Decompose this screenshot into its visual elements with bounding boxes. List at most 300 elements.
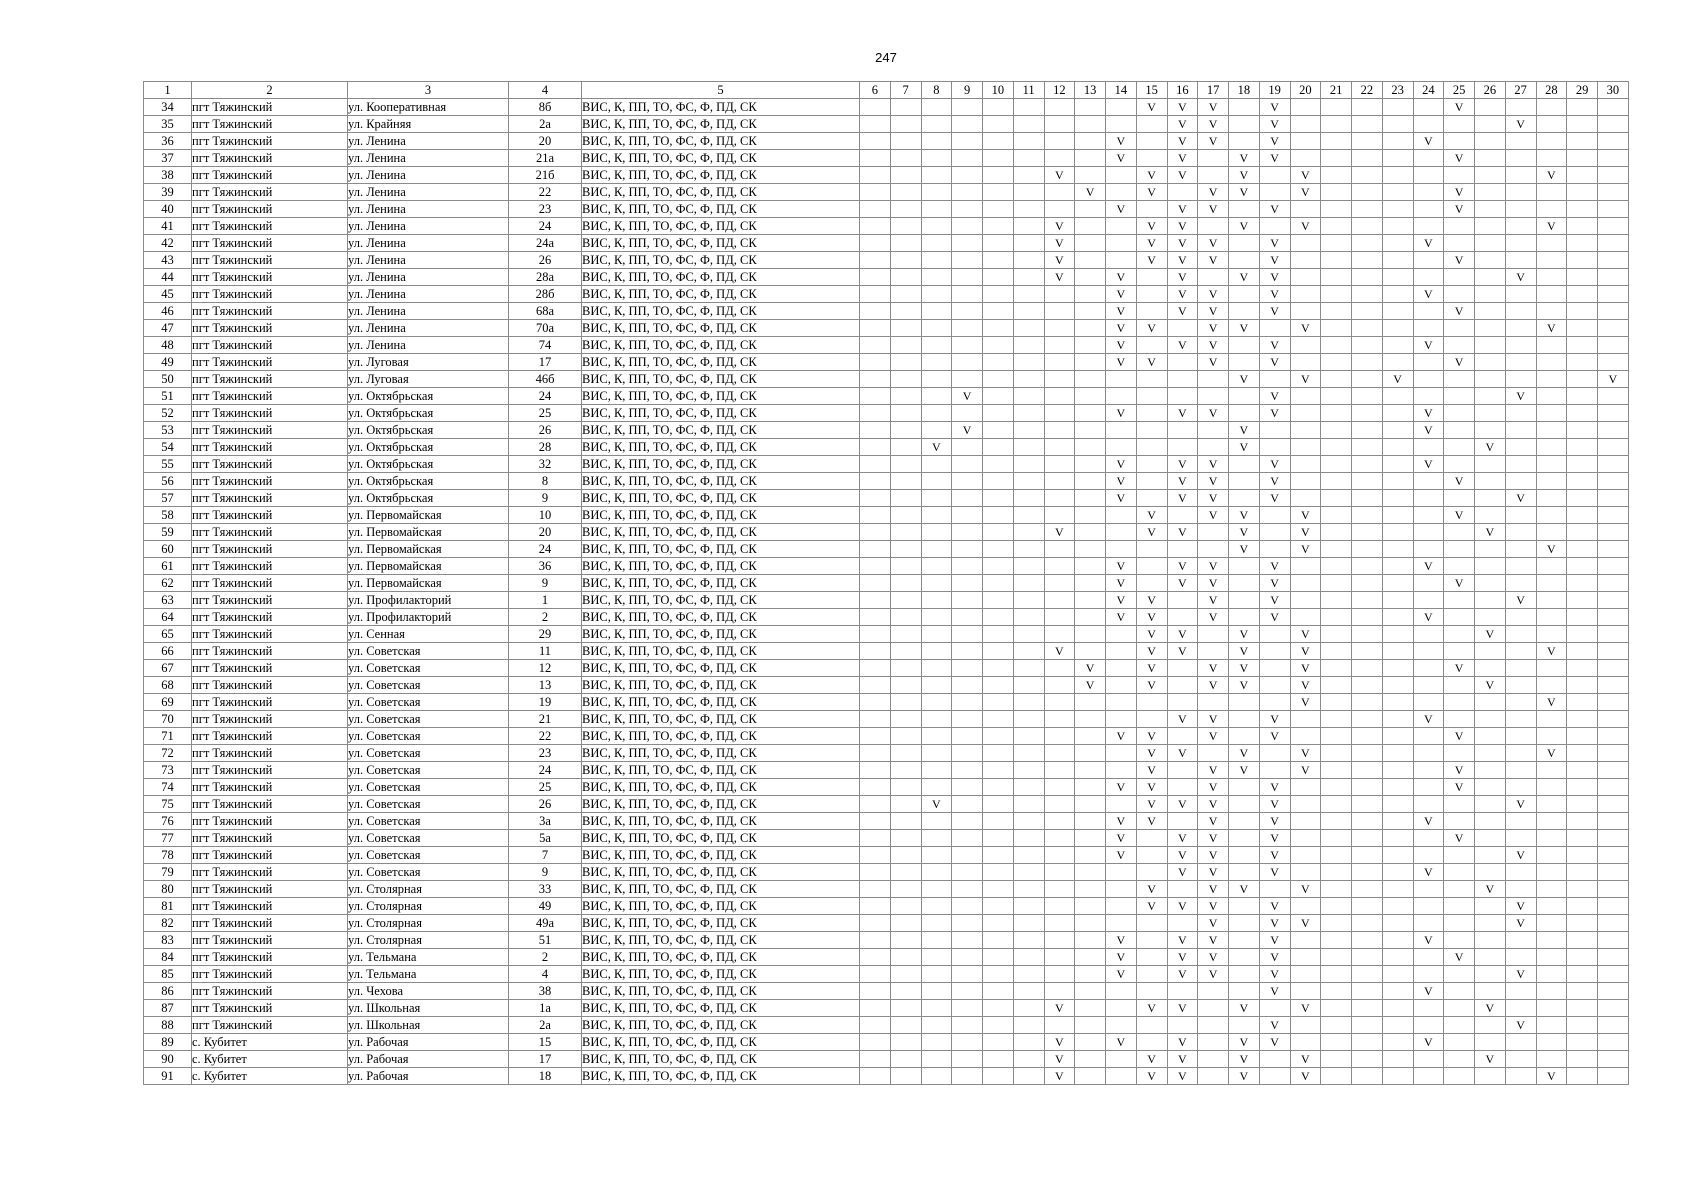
mark-cell [1567,167,1598,184]
settlement-cell: пгт Тяжинский [192,286,348,303]
house-number-cell: 22 [509,728,582,745]
mark-cell [1106,388,1137,405]
mark-cell [1536,558,1567,575]
mark-cell [1229,388,1260,405]
mark-cell [1044,728,1075,745]
column-header-25: 25 [1444,82,1475,99]
mark-cell [860,490,891,507]
check-mark: V [1259,201,1290,218]
mark-cell [1013,915,1044,932]
mark-cell [952,677,983,694]
mark-cell [1536,1000,1567,1017]
house-number-cell: 24 [509,541,582,558]
check-mark: V [1075,660,1106,677]
mark-cell [1382,422,1413,439]
check-mark: V [1106,575,1137,592]
mark-cell [1475,1034,1506,1051]
mark-cell [1106,252,1137,269]
mark-cell [1136,337,1167,354]
check-mark: V [1259,456,1290,473]
settlement-cell: пгт Тяжинский [192,983,348,1000]
mark-cell [1013,320,1044,337]
check-mark: V [1505,269,1536,286]
mark-cell [1075,388,1106,405]
mark-cell [1567,626,1598,643]
mark-cell [952,541,983,558]
check-mark: V [1106,405,1137,422]
mark-cell [1352,303,1383,320]
row-number: 79 [144,864,192,881]
service-codes-cell: ВИС, К, ПП, ТО, ФС, Ф, ПД, СК [582,286,860,303]
check-mark: V [1167,558,1198,575]
mark-cell [1167,609,1198,626]
mark-cell [983,813,1014,830]
mark-cell [1382,439,1413,456]
check-mark: V [1198,660,1229,677]
mark-cell [1413,898,1444,915]
check-mark: V [1413,558,1444,575]
table-row [144,286,1629,303]
mark-cell [860,1034,891,1051]
row-number: 65 [144,626,192,643]
check-mark: V [1259,796,1290,813]
row-number: 38 [144,167,192,184]
mark-cell [1598,643,1629,660]
mark-cell [1444,966,1475,983]
check-mark: V [1413,456,1444,473]
house-number-cell: 28а [509,269,582,286]
check-mark: V [952,388,983,405]
mark-cell [921,405,952,422]
mark-cell [1044,320,1075,337]
check-mark: V [1198,575,1229,592]
mark-cell [1259,507,1290,524]
mark-cell [1598,184,1629,201]
mark-cell [983,541,1014,558]
mark-cell [1044,116,1075,133]
mark-cell [1136,473,1167,490]
mark-cell [1598,915,1629,932]
mark-cell [1321,1034,1352,1051]
mark-cell [921,592,952,609]
mark-cell [1167,541,1198,558]
house-number-cell: 26 [509,252,582,269]
street-cell: ул. Сенная [348,626,509,643]
check-mark: V [1444,949,1475,966]
mark-cell [1505,643,1536,660]
mark-cell [1475,133,1506,150]
mark-cell [1352,541,1383,558]
column-header-7: 7 [890,82,921,99]
mark-cell [1321,932,1352,949]
mark-cell [952,864,983,881]
check-mark: V [1198,201,1229,218]
mark-cell [1567,796,1598,813]
service-codes-cell: ВИС, К, ПП, ТО, ФС, Ф, ПД, СК [582,507,860,524]
mark-cell [1321,354,1352,371]
table-row [144,150,1629,167]
check-mark: V [1044,269,1075,286]
mark-cell [952,1051,983,1068]
house-number-cell: 32 [509,456,582,473]
check-mark: V [1106,473,1137,490]
mark-cell [1167,320,1198,337]
mark-cell [1044,337,1075,354]
mark-cell [1475,609,1506,626]
mark-cell [1290,711,1321,728]
table-row [144,1051,1629,1068]
mark-cell [890,796,921,813]
mark-cell [952,881,983,898]
mark-cell [1167,779,1198,796]
mark-cell [952,473,983,490]
mark-cell [1598,813,1629,830]
mark-cell [1536,473,1567,490]
mark-cell [860,1017,891,1034]
settlement-cell: пгт Тяжинский [192,864,348,881]
mark-cell [1013,796,1044,813]
mark-cell [1536,150,1567,167]
mark-cell [1259,660,1290,677]
mark-cell [1229,813,1260,830]
mark-cell [983,439,1014,456]
table-row [144,133,1629,150]
mark-cell [952,184,983,201]
mark-cell [1044,847,1075,864]
check-mark: V [1259,592,1290,609]
column-header-4: 4 [509,82,582,99]
mark-cell [1475,762,1506,779]
mark-cell [1444,388,1475,405]
house-number-cell: 13 [509,677,582,694]
mark-cell [1413,541,1444,558]
mark-cell [952,133,983,150]
mark-cell [1475,167,1506,184]
mark-cell [1598,864,1629,881]
service-codes-cell: ВИС, К, ПП, ТО, ФС, Ф, ПД, СК [582,422,860,439]
row-number: 76 [144,813,192,830]
mark-cell [1598,99,1629,116]
mark-cell [860,524,891,541]
mark-cell [983,711,1014,728]
settlement-cell: пгт Тяжинский [192,813,348,830]
mark-cell [1598,847,1629,864]
check-mark: V [1136,167,1167,184]
service-codes-cell: ВИС, К, ПП, ТО, ФС, Ф, ПД, СК [582,558,860,575]
table-row [144,252,1629,269]
mark-cell [983,592,1014,609]
mark-cell [1290,847,1321,864]
mark-cell [1475,779,1506,796]
table-row [144,694,1629,711]
mark-cell [1413,677,1444,694]
mark-cell [952,796,983,813]
mark-cell [1382,983,1413,1000]
check-mark: V [1259,473,1290,490]
house-number-cell: 9 [509,864,582,881]
mark-cell [1321,864,1352,881]
mark-cell [1598,388,1629,405]
mark-cell [1321,150,1352,167]
mark-cell [1352,626,1383,643]
table-row [144,541,1629,558]
mark-cell [1505,337,1536,354]
service-codes-cell: ВИС, К, ПП, ТО, ФС, Ф, ПД, СК [582,643,860,660]
mark-cell [921,915,952,932]
mark-cell [1229,405,1260,422]
mark-cell [1598,541,1629,558]
street-cell: ул. Школьная [348,1017,509,1034]
mark-cell [1106,507,1137,524]
mark-cell [1505,201,1536,218]
check-mark: V [1167,337,1198,354]
column-header-30: 30 [1598,82,1629,99]
mark-cell [1505,184,1536,201]
mark-cell [1413,1000,1444,1017]
check-mark: V [1167,1000,1198,1017]
check-mark: V [1136,1068,1167,1085]
mark-cell [1259,1000,1290,1017]
mark-cell [952,830,983,847]
column-number-header-row [144,82,1629,99]
mark-cell [1567,337,1598,354]
check-mark: V [1044,252,1075,269]
mark-cell [1536,932,1567,949]
mark-cell [1198,269,1229,286]
mark-cell [1106,643,1137,660]
mark-cell [983,983,1014,1000]
row-number: 34 [144,99,192,116]
row-number: 46 [144,303,192,320]
street-cell: ул. Профилакторий [348,609,509,626]
mark-cell [1075,541,1106,558]
mark-cell [952,694,983,711]
mark-cell [1229,116,1260,133]
check-mark: V [1505,490,1536,507]
mark-cell [1229,949,1260,966]
mark-cell [1598,796,1629,813]
mark-cell [1598,830,1629,847]
mark-cell [1352,184,1383,201]
mark-cell [1505,150,1536,167]
mark-cell [921,422,952,439]
mark-cell [860,881,891,898]
mark-cell [1475,269,1506,286]
mark-cell [1106,1068,1137,1085]
check-mark: V [1413,932,1444,949]
mark-cell [1044,796,1075,813]
mark-cell [1013,898,1044,915]
mark-cell [1413,745,1444,762]
mark-cell [860,286,891,303]
mark-cell [1044,898,1075,915]
mark-cell [1075,218,1106,235]
check-mark: V [1413,337,1444,354]
mark-cell [952,507,983,524]
mark-cell [1598,133,1629,150]
mark-cell [1444,422,1475,439]
mark-cell [1013,269,1044,286]
check-mark: V [1198,864,1229,881]
column-header-15: 15 [1136,82,1167,99]
mark-cell [1475,796,1506,813]
mark-cell [1075,405,1106,422]
mark-cell [1475,490,1506,507]
mark-cell [1259,320,1290,337]
house-number-cell: 17 [509,354,582,371]
mark-cell [1382,864,1413,881]
mark-cell [1198,626,1229,643]
house-number-cell: 21б [509,167,582,184]
service-codes-cell: ВИС, К, ПП, ТО, ФС, Ф, ПД, СК [582,898,860,915]
mark-cell [1598,490,1629,507]
mark-cell [1444,898,1475,915]
mark-cell [1505,524,1536,541]
mark-cell [1505,99,1536,116]
mark-cell [860,949,891,966]
mark-cell [1259,643,1290,660]
check-mark: V [1259,864,1290,881]
mark-cell [1259,541,1290,558]
service-codes-cell: ВИС, К, ПП, ТО, ФС, Ф, ПД, СК [582,830,860,847]
mark-cell [1013,1051,1044,1068]
table-row [144,218,1629,235]
mark-cell [1259,422,1290,439]
mark-cell [1536,354,1567,371]
table-row [144,779,1629,796]
mark-cell [1106,694,1137,711]
mark-cell [1475,320,1506,337]
mark-cell [890,779,921,796]
mark-cell [983,1017,1014,1034]
mark-cell [1075,252,1106,269]
mark-cell [1290,473,1321,490]
mark-cell [1567,813,1598,830]
settlement-cell: пгт Тяжинский [192,762,348,779]
mark-cell [1198,983,1229,1000]
mark-cell [1598,269,1629,286]
house-number-cell: 21а [509,150,582,167]
mark-cell [921,694,952,711]
mark-cell [1013,983,1044,1000]
mark-cell [1229,133,1260,150]
mark-cell [1044,694,1075,711]
mark-cell [983,286,1014,303]
mark-cell [1567,966,1598,983]
mark-cell [1567,252,1598,269]
mark-cell [1229,456,1260,473]
mark-cell [1413,626,1444,643]
row-number: 73 [144,762,192,779]
row-number: 85 [144,966,192,983]
mark-cell [952,150,983,167]
mark-cell [1229,694,1260,711]
check-mark: V [1259,575,1290,592]
mark-cell [1352,575,1383,592]
check-mark: V [1198,490,1229,507]
mark-cell [1136,422,1167,439]
mark-cell [1044,592,1075,609]
mark-cell [1013,558,1044,575]
mark-cell [983,932,1014,949]
page-number: 247 [875,50,897,65]
service-codes-cell: ВИС, К, ПП, ТО, ФС, Ф, ПД, СК [582,762,860,779]
mark-cell [1382,116,1413,133]
mark-cell [1475,218,1506,235]
mark-cell [983,150,1014,167]
mark-cell [1567,1068,1598,1085]
service-codes-cell: ВИС, К, ПП, ТО, ФС, Ф, ПД, СК [582,796,860,813]
mark-cell [1444,643,1475,660]
mark-cell [890,983,921,1000]
mark-cell [983,575,1014,592]
check-mark: V [1413,422,1444,439]
mark-cell [1290,728,1321,745]
row-number: 80 [144,881,192,898]
mark-cell [1598,1051,1629,1068]
mark-cell [1352,932,1383,949]
mark-cell [1167,813,1198,830]
mark-cell [1259,439,1290,456]
check-mark: V [1444,779,1475,796]
house-number-cell: 9 [509,490,582,507]
service-codes-cell: ВИС, К, ПП, ТО, ФС, Ф, ПД, СК [582,184,860,201]
mark-cell [1044,184,1075,201]
mark-cell [1382,218,1413,235]
mark-cell [1075,796,1106,813]
mark-cell [1475,422,1506,439]
mark-cell [1475,371,1506,388]
mark-cell [860,983,891,1000]
mark-cell [1044,609,1075,626]
mark-cell [1106,235,1137,252]
settlement-cell: пгт Тяжинский [192,303,348,320]
mark-cell [1167,983,1198,1000]
mark-cell [1290,269,1321,286]
mark-cell [1259,762,1290,779]
mark-cell [1382,507,1413,524]
check-mark: V [1136,898,1167,915]
check-mark: V [1290,660,1321,677]
mark-cell [1505,303,1536,320]
mark-cell [890,575,921,592]
mark-cell [1475,558,1506,575]
check-mark: V [1444,507,1475,524]
mark-cell [983,745,1014,762]
mark-cell [1567,201,1598,218]
mark-cell [1136,830,1167,847]
mark-cell [1013,354,1044,371]
mark-cell [1505,507,1536,524]
mark-cell [1475,915,1506,932]
mark-cell [1567,983,1598,1000]
mark-cell [1044,813,1075,830]
column-header-26: 26 [1475,82,1506,99]
mark-cell [1290,337,1321,354]
mark-cell [1413,320,1444,337]
mark-cell [1413,966,1444,983]
mark-cell [860,456,891,473]
check-mark: V [1290,371,1321,388]
mark-cell [890,116,921,133]
row-number: 68 [144,677,192,694]
table-row [144,184,1629,201]
mark-cell [1075,201,1106,218]
mark-cell [1013,524,1044,541]
column-header-6: 6 [860,82,891,99]
mark-cell [921,507,952,524]
mark-cell [1075,728,1106,745]
